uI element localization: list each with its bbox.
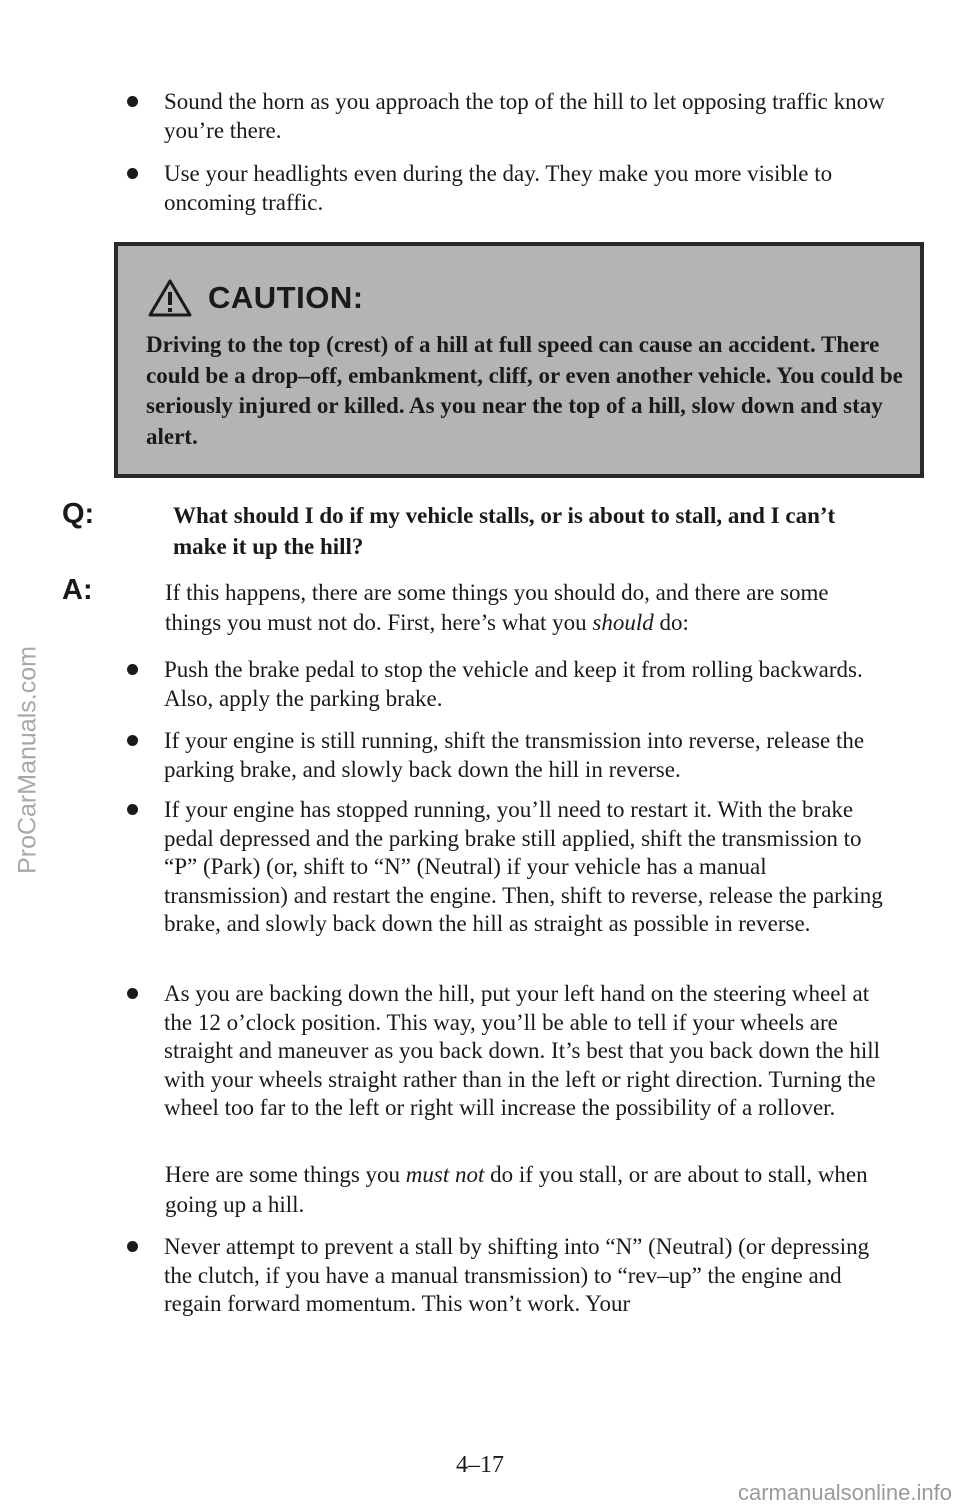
bullet-dot [127,735,138,746]
bullet-item [127,980,887,1123]
caution-header [148,278,364,318]
question-text: What should I do if my vehicle stalls, or is about to stall, and I can’t make it up the hill? [173,503,836,559]
bullet-dot [127,664,138,675]
warning-triangle-icon [148,278,192,318]
bullet-dot [127,1241,138,1252]
bullet-text: Use your headlights even during the day. They make you more visible to oncoming traffic. [164,161,833,215]
bullet-dot [127,804,138,815]
bullet-dot [127,96,138,107]
bullet-text: As you are backing down the hill, put your left hand on the steering wheel at the 12 o’clock position. This way, you’ll be able to tell if your wheels are straight and maneuver as you back down. It’s best that you back down the hill with your wheels straight rather than in the left or right direction. Turning the wheel too far to the left or right will increase the possibility of a rollover. [164,981,881,1120]
bullet-item [127,656,887,713]
answer-text-end: do: [653,610,689,635]
must-not-text-start: Here are some things you [165,1162,406,1187]
bullet-item [127,88,887,145]
bullet-item [127,1233,887,1319]
answer-text-start: If this happens, there are some things you should do, and there are some things you must not do. First, here’s what you [165,580,829,635]
answer-text [165,578,885,638]
bullet-item [127,727,887,784]
bullet-dot [127,988,138,999]
bullet-text: If your engine has stopped running, you’ll need to restart it. With the brake pedal depressed and the parking brake still applied, shift the transmission to “P” (Park) (or, shift to “N” (Neutral) if your vehicle has a manual transmission) and restart the engine. Then, shift to reverse, release the parking brake, and slowly back down the hill as straight as possible in reverse. [164,797,883,936]
must-not-text-end: do if you stall, or are about to stall, when going up a hill. [165,1162,868,1217]
page-number: 4–17 [456,1452,504,1478]
must-not-intro [165,1160,905,1220]
bullet-dot [127,168,138,179]
bullet-text: Never attempt to prevent a stall by shifting into “N” (Neutral) (or depressing the clutch, if you have a manual transmission) to “rev–up” the engine and regain forward momentum. This won’t work. Your [164,1234,870,1316]
bottom-watermark: carmanualsonline.info [737,1480,952,1505]
side-watermark: ProCarManuals.com [13,646,42,874]
bullet-item [127,160,887,217]
question-marker: Q: [62,498,95,530]
must-not-emphasis: must not [405,1162,485,1187]
caution-title: CAUTION: [208,280,364,315]
bullet-text: If your engine is still running, shift the transmission into reverse, release the parking brake, and slowly back down the hill in reverse. [164,728,865,782]
caution-box [114,242,924,478]
bullet-item [127,796,887,939]
caution-text: Driving to the top (crest) of a hill at full speed can cause an accident. There could be a drop–off, embankment, cliff, or even another vehicle. You could be seriously injured or killed. As you near the top of a hill, slow down and stay alert. [146,332,903,449]
bullet-text: Push the brake pedal to stop the vehicle and keep it from rolling backwards. Also, apply the parking brake. [164,657,863,711]
bullet-text: Sound the horn as you approach the top of the hill to let opposing traffic know you’re there. [164,89,885,143]
answer-marker: A: [62,574,93,606]
answer-emphasis: should [592,610,654,635]
